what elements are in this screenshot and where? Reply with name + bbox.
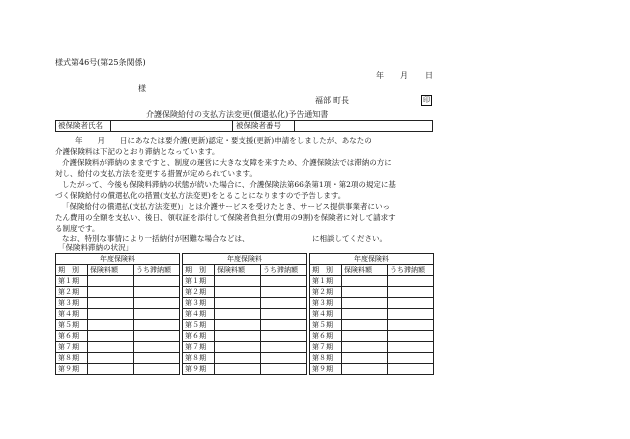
column-header: 保険料額 bbox=[215, 265, 261, 276]
arrears-cell[interactable] bbox=[388, 287, 434, 298]
arrears-table-2 bbox=[182, 253, 307, 375]
table-row bbox=[183, 353, 307, 364]
period-label: 第４期 bbox=[310, 309, 342, 320]
arrears-cell[interactable] bbox=[134, 298, 180, 309]
arrears-cell[interactable] bbox=[134, 364, 180, 375]
paragraph-line: 「保険給付の償還払(支払方法変更)」とは介護サービスを受けたとき、サービス提供事業者にいっ bbox=[62, 202, 391, 211]
arrears-cell[interactable] bbox=[261, 287, 307, 298]
period-label: 第６期 bbox=[183, 331, 215, 342]
premium-cell[interactable] bbox=[342, 353, 388, 364]
table-row bbox=[183, 276, 307, 287]
insured-number-field[interactable] bbox=[294, 121, 432, 131]
arrears-cell[interactable] bbox=[388, 331, 434, 342]
period-label: 第８期 bbox=[183, 353, 215, 364]
table-row bbox=[56, 364, 180, 375]
arrears-cell[interactable] bbox=[261, 353, 307, 364]
paragraph-line: 年 月 日にあなたは要介護(更新)認定・要支援(更新)申請をしましたが、あなたの bbox=[75, 136, 372, 145]
table-row bbox=[56, 342, 180, 353]
table-row bbox=[56, 320, 180, 331]
premium-cell[interactable] bbox=[88, 364, 134, 375]
table-row bbox=[56, 331, 180, 342]
table-row bbox=[183, 287, 307, 298]
paragraph-line: なお、特別な事情により一括納付が困難な場合などは、 bbox=[62, 234, 250, 243]
premium-cell[interactable] bbox=[215, 320, 261, 331]
table-row bbox=[56, 309, 180, 320]
year-header: 年度保険料 bbox=[56, 254, 180, 265]
addressee-suffix: 様 bbox=[138, 84, 146, 93]
period-label: 第７期 bbox=[183, 342, 215, 353]
premium-cell[interactable] bbox=[342, 309, 388, 320]
period-label: 第２期 bbox=[183, 287, 215, 298]
period-label: 第７期 bbox=[310, 342, 342, 353]
table-row bbox=[310, 287, 434, 298]
seal-mark: 印 bbox=[423, 96, 430, 104]
premium-cell[interactable] bbox=[215, 353, 261, 364]
column-header: うち滞納額 bbox=[261, 265, 307, 276]
period-label: 第５期 bbox=[310, 320, 342, 331]
arrears-cell[interactable] bbox=[261, 331, 307, 342]
arrears-cell[interactable] bbox=[261, 276, 307, 287]
period-label: 第９期 bbox=[183, 364, 215, 375]
table-row bbox=[310, 342, 434, 353]
column-header: 保険料額 bbox=[342, 265, 388, 276]
premium-cell[interactable] bbox=[88, 320, 134, 331]
premium-cell[interactable] bbox=[342, 320, 388, 331]
premium-cell[interactable] bbox=[342, 287, 388, 298]
date-year-label: 年 bbox=[376, 71, 384, 80]
arrears-cell[interactable] bbox=[261, 364, 307, 375]
section-title: 「保険料滞納の状況」 bbox=[58, 243, 133, 252]
paragraph-line: 介護保険料は下記のとおり滞納となっています。 bbox=[55, 147, 220, 156]
premium-cell[interactable] bbox=[88, 331, 134, 342]
paragraph-line: づく保険給付の償還払化の措置(支払方法変更)をとることになりますので予告します。 bbox=[55, 191, 346, 200]
arrears-table-1 bbox=[55, 253, 180, 375]
date-day-label: 日 bbox=[425, 71, 433, 80]
period-label: 第６期 bbox=[310, 331, 342, 342]
paragraph-line: る制度です。 bbox=[55, 224, 100, 233]
column-header: 期 別 bbox=[56, 265, 88, 276]
premium-cell[interactable] bbox=[215, 287, 261, 298]
premium-cell[interactable] bbox=[342, 276, 388, 287]
date-month-label: 月 bbox=[400, 71, 408, 80]
period-label: 第６期 bbox=[56, 331, 88, 342]
arrears-cell[interactable] bbox=[261, 342, 307, 353]
premium-cell[interactable] bbox=[215, 309, 261, 320]
arrears-cell[interactable] bbox=[388, 342, 434, 353]
period-label: 第２期 bbox=[310, 287, 342, 298]
period-label: 第９期 bbox=[310, 364, 342, 375]
arrears-cell[interactable] bbox=[134, 342, 180, 353]
form-number: 様式第46号(第25条関係) bbox=[55, 58, 146, 67]
table-row bbox=[183, 342, 307, 353]
table-row bbox=[310, 298, 434, 309]
period-label: 第７期 bbox=[56, 342, 88, 353]
arrears-cell[interactable] bbox=[388, 298, 434, 309]
premium-cell[interactable] bbox=[215, 331, 261, 342]
arrears-cell[interactable] bbox=[261, 298, 307, 309]
period-label: 第２期 bbox=[56, 287, 88, 298]
arrears-cell[interactable] bbox=[134, 309, 180, 320]
arrears-table-3 bbox=[309, 253, 434, 375]
arrears-cell[interactable] bbox=[134, 353, 180, 364]
table-row bbox=[310, 331, 434, 342]
table-row bbox=[310, 353, 434, 364]
paragraph-line: 対し、給付の支払方法を変更する措置が定められています。 bbox=[55, 169, 257, 178]
period-label: 第８期 bbox=[56, 353, 88, 364]
period-label: 第８期 bbox=[310, 353, 342, 364]
arrears-cell[interactable] bbox=[261, 320, 307, 331]
arrears-cell[interactable] bbox=[261, 309, 307, 320]
period-label: 第１期 bbox=[56, 276, 88, 287]
table-row bbox=[310, 364, 434, 375]
arrears-cell[interactable] bbox=[388, 276, 434, 287]
paragraph-line: たん費用の全額を支払い、後日、領収証を添付して保険者負担分(費用の9割)を保険者に対して請求す bbox=[55, 213, 396, 222]
arrears-cell[interactable] bbox=[134, 331, 180, 342]
arrears-cell[interactable] bbox=[388, 309, 434, 320]
arrears-cell[interactable] bbox=[134, 276, 180, 287]
table-row bbox=[56, 287, 180, 298]
arrears-cell[interactable] bbox=[388, 364, 434, 375]
year-header: 年度保険料 bbox=[183, 254, 307, 265]
arrears-cell[interactable] bbox=[134, 287, 180, 298]
premium-cell[interactable] bbox=[88, 298, 134, 309]
paragraph-line: したがって、今後も保険料滞納の状態が続いた場合に、介護保険法第66条第1項・第2項の規定に基 bbox=[62, 180, 396, 189]
paragraph-line: 介護保険料が滞納のままですと、制度の運営に大きな支障を来すため、介護保険法では滞納の方に bbox=[62, 158, 392, 167]
period-label: 第３期 bbox=[310, 298, 342, 309]
table-row bbox=[56, 276, 180, 287]
premium-cell[interactable] bbox=[88, 342, 134, 353]
premium-cell[interactable] bbox=[342, 364, 388, 375]
table-row bbox=[183, 320, 307, 331]
column-header: うち滞納額 bbox=[388, 265, 434, 276]
premium-cell[interactable] bbox=[342, 298, 388, 309]
period-label: 第４期 bbox=[183, 309, 215, 320]
table-row bbox=[183, 364, 307, 375]
insured-number-label: 被保険者番号 bbox=[234, 121, 295, 131]
table-row bbox=[310, 309, 434, 320]
insured-name-label: 被保険者氏名 bbox=[56, 121, 111, 131]
period-label: 第５期 bbox=[183, 320, 215, 331]
column-header: 期 別 bbox=[183, 265, 215, 276]
premium-cell[interactable] bbox=[88, 287, 134, 298]
column-header: 期 別 bbox=[310, 265, 342, 276]
table-row bbox=[56, 353, 180, 364]
table-row bbox=[310, 276, 434, 287]
period-label: 第５期 bbox=[56, 320, 88, 331]
premium-cell[interactable] bbox=[88, 353, 134, 364]
sender-prefix: 福部 bbox=[315, 96, 331, 105]
column-header: うち滞納額 bbox=[134, 265, 180, 276]
sender-title: 町長 bbox=[333, 96, 349, 105]
table-row bbox=[183, 331, 307, 342]
premium-cell[interactable] bbox=[342, 342, 388, 353]
premium-cell[interactable] bbox=[88, 276, 134, 287]
premium-cell[interactable] bbox=[88, 309, 134, 320]
period-label: 第３期 bbox=[56, 298, 88, 309]
insured-info-table bbox=[55, 120, 433, 132]
table-row bbox=[310, 320, 434, 331]
table-row bbox=[183, 298, 307, 309]
document-title: 介護保険給付の支払方法変更(償還払化)予告通知書 bbox=[146, 110, 329, 119]
premium-cell[interactable] bbox=[215, 364, 261, 375]
premium-cell[interactable] bbox=[215, 342, 261, 353]
arrears-cell[interactable] bbox=[388, 353, 434, 364]
period-label: 第４期 bbox=[56, 309, 88, 320]
premium-cell[interactable] bbox=[215, 276, 261, 287]
arrears-cell[interactable] bbox=[388, 320, 434, 331]
period-label: 第１期 bbox=[183, 276, 215, 287]
period-label: 第１期 bbox=[310, 276, 342, 287]
insured-name-field[interactable] bbox=[110, 121, 233, 131]
premium-cell[interactable] bbox=[342, 331, 388, 342]
table-row bbox=[56, 298, 180, 309]
year-header: 年度保険料 bbox=[310, 254, 434, 265]
table-row bbox=[183, 309, 307, 320]
arrears-cell[interactable] bbox=[134, 320, 180, 331]
column-header: 保険料額 bbox=[88, 265, 134, 276]
period-label: 第９期 bbox=[56, 364, 88, 375]
paragraph-line: に相談してください。 bbox=[312, 234, 387, 243]
period-label: 第３期 bbox=[183, 298, 215, 309]
premium-cell[interactable] bbox=[215, 298, 261, 309]
